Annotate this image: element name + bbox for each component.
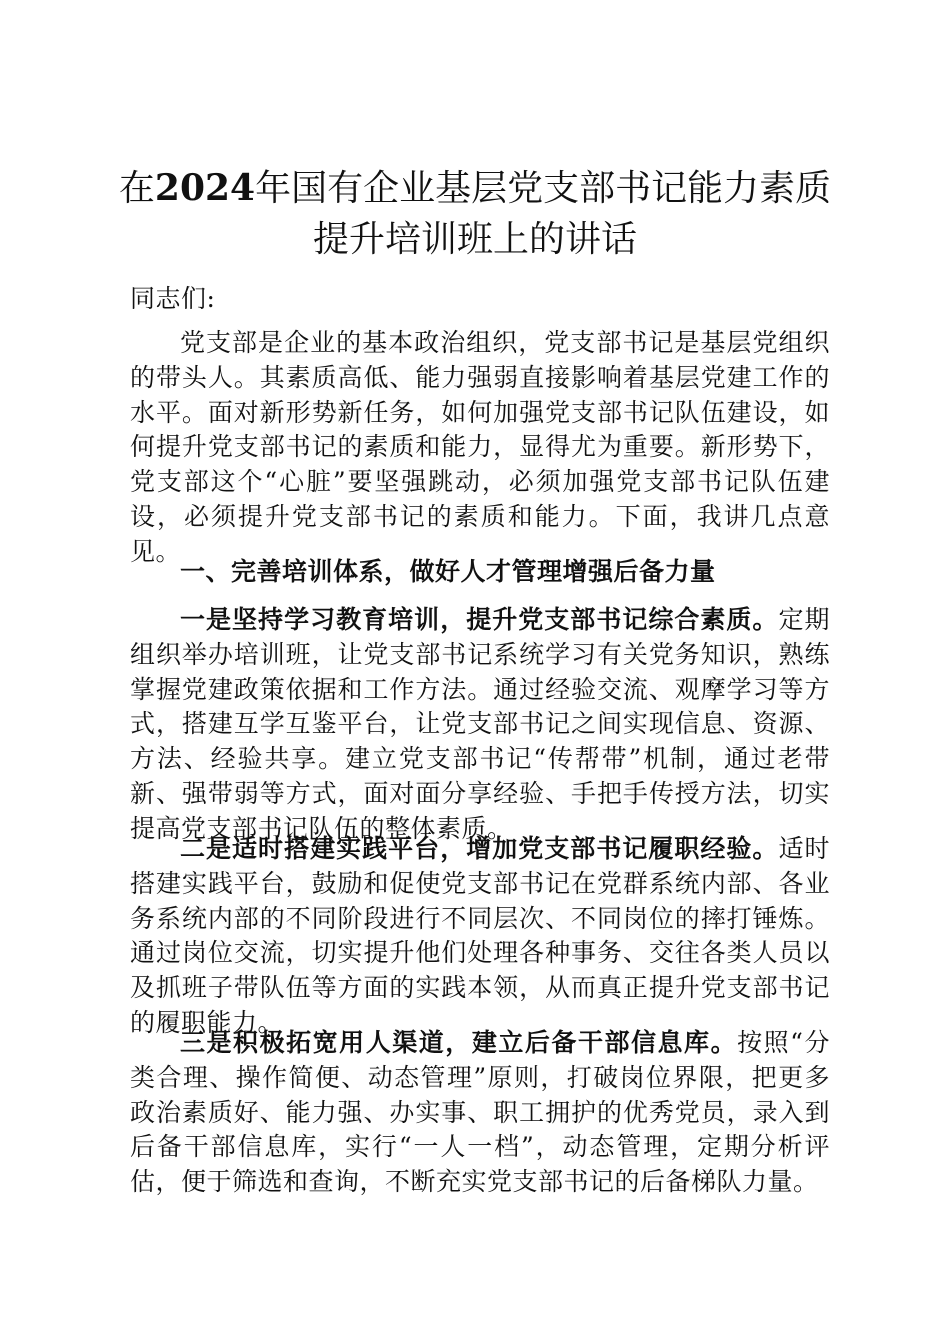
greeting: 同志们:: [130, 284, 216, 313]
title-rest: 年国有企业基层党支部书记能力素质: [255, 168, 832, 209]
intro-paragraph: 党支部是企业的基本政治组织，党支部书记是基层党组织的带头人。其素质高低、能力强弱直接影响着基层党建工作的水平。面对新形势新任务，如何加强党支部书记队伍建设，如何提升党支部书记的素质和能力，显得尤为重要。新形势下，党支部这个“心脏”要坚强跳动，必须加强党支部书记队伍建设，必须提升党支部书记的素质和能力。下面，我讲几点意见。: [130, 328, 830, 566]
section-heading-1: 一、完善培训体系，做好人才管理增强后备力量: [180, 557, 716, 586]
document-title-line-1: [90, 163, 860, 214]
paragraph-3-lead: 三是积极拓宽用人渠道，建立后备干部信息库。: [180, 1028, 738, 1057]
paragraph-2: [130, 832, 830, 1041]
document-title-line-2: 提升培训班上的讲话: [312, 219, 637, 260]
paragraph-2-lead: 二是适时搭建实践平台，增加党支部书记履职经验。: [180, 834, 779, 863]
paragraph-1-body: 定期组织举办培训班，让党支部书记系统学习有关党务知识，熟练掌握党建政策依据和工作方法。通过经验交流、观摩学习等方式，搭建互学互鉴平台，让党支部书记之间实现信息、资源、方法、经验共享。建立党支部书记“传帮带”机制，通过老带新、强带弱等方式，面对面分享经验、手把手传授方法，切实提高党支部书记队伍的整体素质。: [130, 605, 830, 843]
paragraph-3-body: 按照“分类合理、操作简便、动态管理”原则，打破岗位界限，把更多政治素质好、能力强、办实事、职工拥护的优秀党员，录入到后备干部信息库，实行“一人一档”，动态管理，定期分析评估，便于筛选和查询，不断充实党支部书记的后备梯队力量。: [130, 1028, 830, 1197]
paragraph-1: [130, 603, 830, 847]
title-prefix: 在: [118, 168, 155, 209]
paragraph-3: [130, 1026, 830, 1200]
paragraph-1-lead: 一是坚持学习教育培训，提升党支部书记综合素质。: [180, 605, 779, 634]
title-year: 2024: [154, 167, 256, 209]
paragraph-2-body: 适时搭建实践平台，鼓励和促使党支部书记在党群系统内部、各业务系统内部的不同阶段进行不同层次、不同岗位的摔打锤炼。通过岗位交流，切实提升他们处理各种事务、交往各类人员以及抓班子带队伍等方面的实践本领，从而真正提升党支部书记的履职能力。: [130, 834, 830, 1037]
